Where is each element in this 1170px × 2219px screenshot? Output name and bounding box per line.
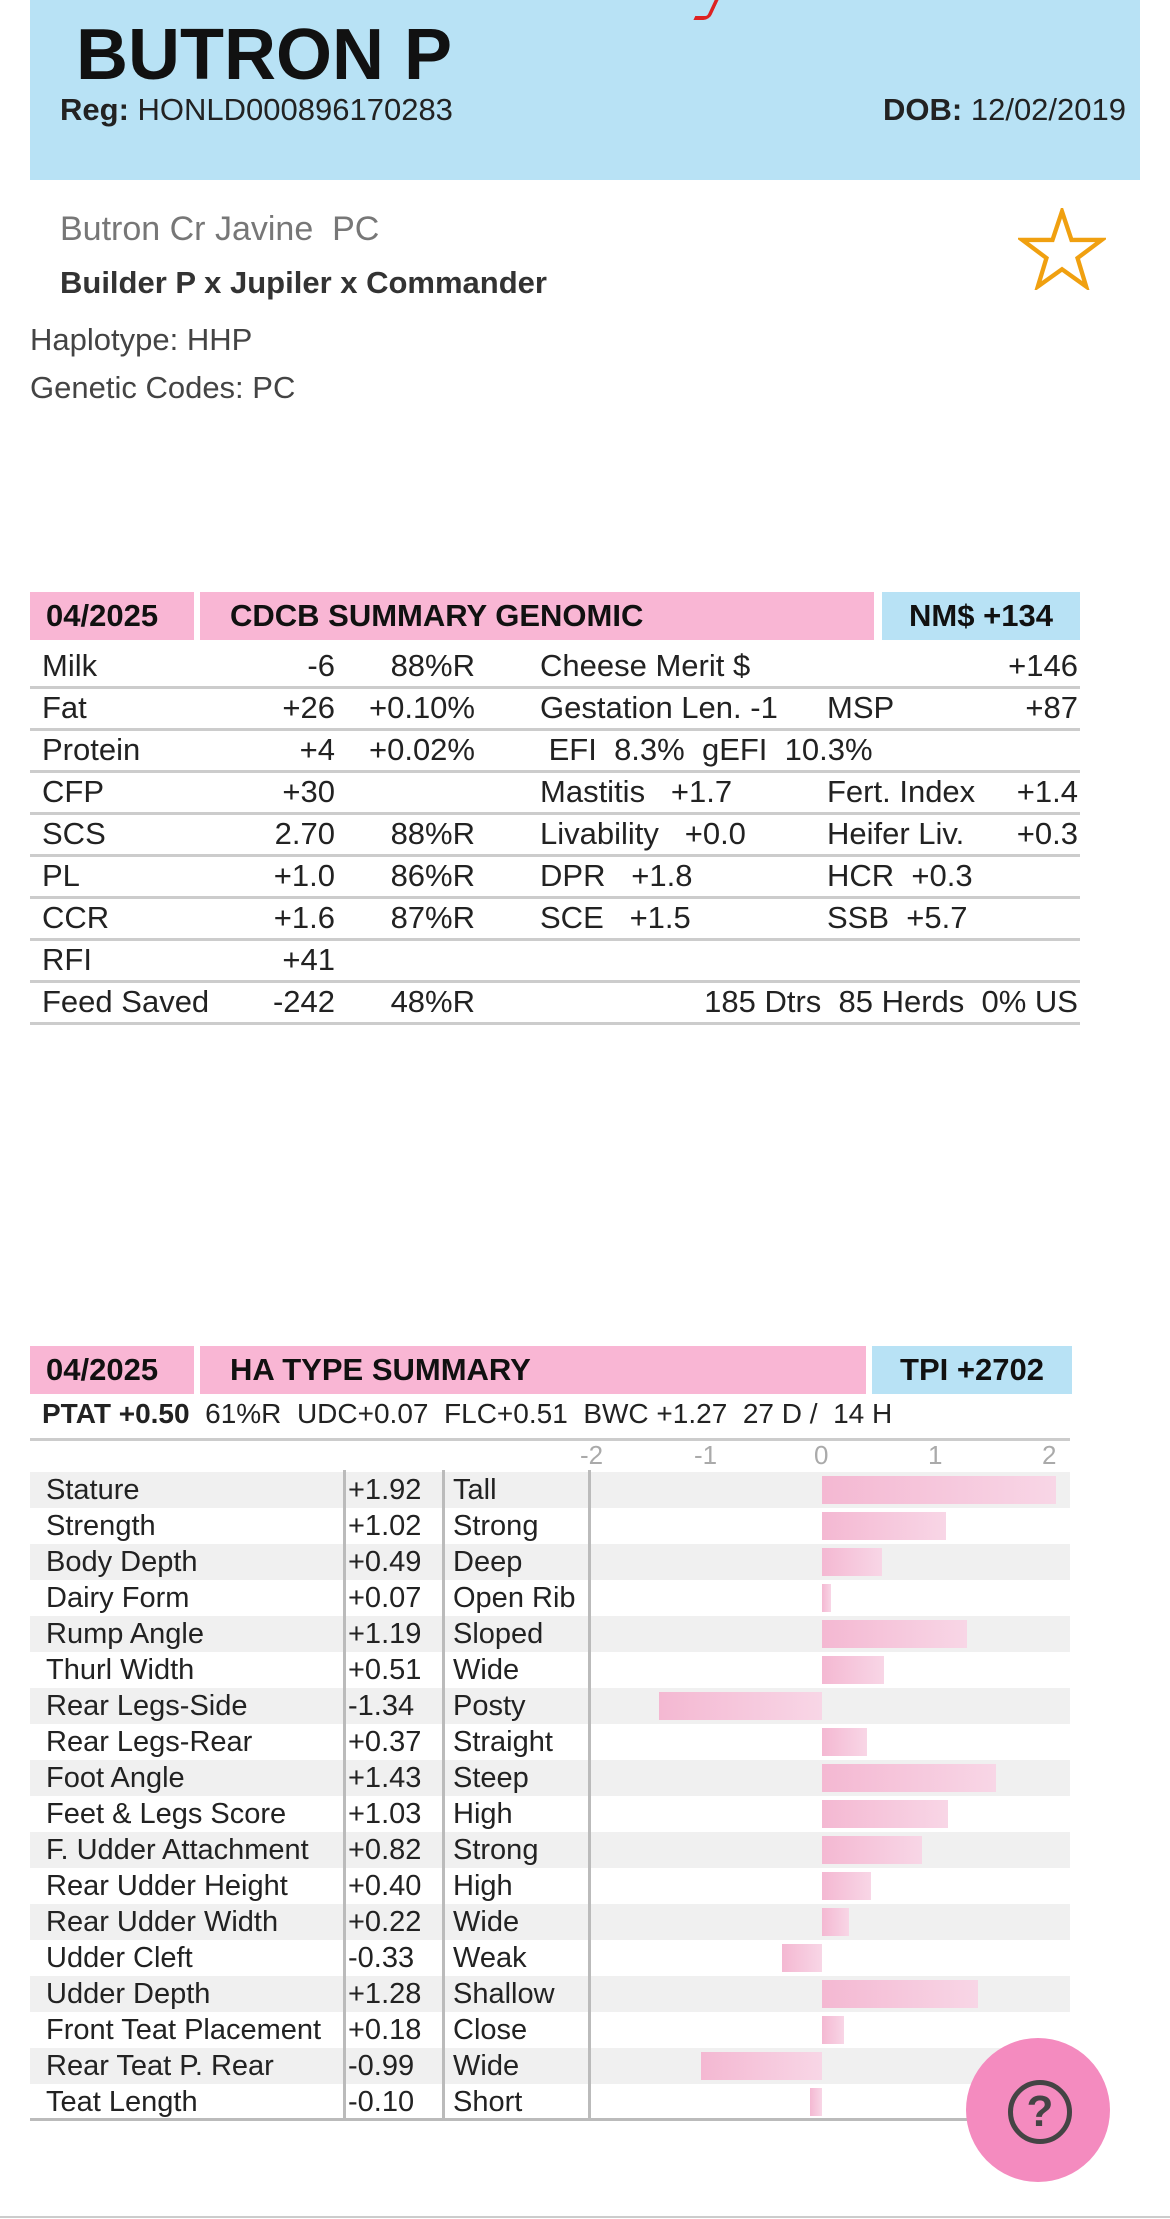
type-trait-name: Foot Angle [46,1762,185,1794]
ptat-summary [42,1398,892,1430]
cdcb-row [30,982,1080,1025]
tpi-index: TPI +2702 [872,1346,1072,1394]
cdcb-trait: Fat [42,690,87,725]
type-trait-descriptor: Posty [453,1690,526,1722]
animal-name: BUTRON P [76,15,452,95]
star-outline-icon[interactable] [1018,208,1106,290]
cdcb-value: -6 [307,648,335,683]
cdcb-trait: CFP [42,774,104,809]
cdcb-right-value: +1.4 [1016,774,1078,809]
type-trait-value: +1.03 [348,1798,422,1830]
cdcb-trait: CCR [42,900,110,935]
type-trait-descriptor: Shallow [453,1978,555,2010]
cdcb-row [30,772,1080,815]
dob-value: 12/02/2019 [970,92,1126,127]
type-trait-name: Teat Length [46,2086,198,2118]
type-score-bar [822,1512,946,1540]
reg-number: HONLD000896170283 [137,92,453,127]
genetic-codes: Genetic Codes: PC [30,370,296,405]
type-trait-descriptor: Strong [453,1834,539,1866]
type-score-bar [822,1656,884,1684]
type-trait-name: Front Teat Placement [46,2014,322,2046]
type-score-bar [822,1980,978,2008]
cdcb-right-value: +87 [1025,690,1078,725]
type-trait-value: -0.99 [348,2050,415,2082]
cdcb-right-value: 185 Dtrs 85 Herds 0% US [704,984,1078,1019]
axis-tick-label: -1 [694,1440,718,1470]
cdcb-reliability: +0.10% [368,690,475,725]
cdcb-reliability: 88%R [390,648,475,683]
type-trait-row [30,1904,1070,1940]
cdcb-right-label: HCR +0.3 [827,858,973,893]
divider [343,1470,346,2118]
type-score-bar [822,1800,948,1828]
type-trait-row [30,1616,1070,1652]
cdcb-right-label: MSP [827,690,895,725]
cdcb-reliability: 87%R [390,900,475,935]
cdcb-value: +26 [282,690,335,725]
reg-label: Reg: [60,92,129,127]
axis-tick-label: 1 [928,1440,943,1470]
cdcb-right-value: +146 [1008,648,1078,683]
type-score-bar [822,1620,967,1648]
cdcb-reliability: 86%R [390,858,475,893]
type-trait-row [30,2084,1070,2120]
type-trait-name: Udder Cleft [46,1942,193,1974]
type-date: 04/2025 [30,1346,194,1394]
type-trait-row [30,1688,1070,1724]
cdcb-title: CDCB SUMMARY GENOMIC [200,592,874,640]
type-score-bar [810,2088,822,2116]
cdcb-row [30,646,1080,689]
animal-alias: Butron Cr Javine PC [60,210,380,248]
haplotype: Haplotype: HHP [30,322,253,357]
type-trait-value: +1.02 [348,1510,422,1542]
cdcb-right-label: Heifer Liv. [827,816,965,851]
type-trait-descriptor: Short [453,2086,523,2118]
type-trait-descriptor: Deep [453,1546,523,1578]
date-of-birth [883,92,1126,128]
type-trait-row [30,1796,1070,1832]
type-trait-descriptor: Tall [453,1474,497,1506]
cdcb-secondary: SCE +1.5 [540,900,691,935]
type-trait-value: +0.07 [348,1582,422,1614]
type-trait-value: -0.33 [348,1942,415,1974]
cdcb-secondary: Mastitis +1.7 [540,774,733,809]
type-trait-value: +0.82 [348,1834,422,1866]
pen-mark [693,0,718,20]
cdcb-reliability: 48%R [390,984,475,1019]
type-score-bar [701,2052,822,2080]
cdcb-value: +1.0 [273,858,335,893]
type-trait-row [30,1832,1070,1868]
type-score-bar [822,1728,867,1756]
type-trait-value: -0.10 [348,2086,415,2118]
axis-tick-label: 2 [1042,1440,1057,1470]
type-trait-name: Strength [46,1510,156,1542]
cdcb-right-label: SSB +5.7 [827,900,968,935]
divider [442,1470,445,2118]
type-trait-name: Stature [46,1474,140,1506]
type-trait-value: +1.43 [348,1762,422,1794]
type-score-bar [822,1584,831,1612]
type-trait-row [30,1652,1070,1688]
type-trait-row [30,1760,1070,1796]
type-title: HA TYPE SUMMARY [200,1346,866,1394]
cdcb-row [30,856,1080,899]
type-trait-name: Rear Udder Height [46,1870,288,1902]
cdcb-secondary: Cheese Merit $ [540,648,751,683]
type-trait-value: +1.92 [348,1474,422,1506]
cdcb-secondary: DPR +1.8 [540,858,693,893]
type-trait-name: Feet & Legs Score [46,1798,287,1830]
type-trait-row [30,1472,1070,1508]
type-trait-name: Rear Teat P. Rear [46,2050,274,2082]
cdcb-value: +4 [299,732,335,767]
type-trait-name: Rear Legs-Side [46,1690,248,1722]
type-trait-name: F. Udder Attachment [46,1834,309,1866]
help-question-icon: ? [1008,2080,1072,2144]
type-trait-row [30,2012,1070,2048]
cdcb-trait: Protein [42,732,141,767]
type-trait-name: Dairy Form [46,1582,190,1614]
type-trait-row [30,1508,1070,1544]
animal-header [30,0,1140,180]
divider [30,2118,1070,2121]
cdcb-value: -242 [272,984,335,1019]
type-score-bar [822,1764,996,1792]
cdcb-row [30,814,1080,857]
type-trait-name: Thurl Width [46,1654,195,1686]
type-score-bar [822,1908,849,1936]
cdcb-reliability: +0.02% [368,732,475,767]
divider [30,1438,1070,1441]
cdcb-date: 04/2025 [30,592,194,640]
pedigree: Builder P x Jupiler x Commander [60,265,547,300]
axis-tick-label: -2 [580,1440,604,1470]
type-trait-row [30,1724,1070,1760]
cdcb-trait: RFI [42,942,92,977]
type-trait-name: Rear Udder Width [46,1906,279,1938]
type-trait-name: Rump Angle [46,1618,204,1650]
type-trait-row [30,1580,1070,1616]
type-trait-name: Body Depth [46,1546,198,1578]
type-score-bar [822,2016,844,2044]
type-trait-value: +0.49 [348,1546,422,1578]
divider [588,1470,591,2118]
cdcb-row [30,898,1080,941]
type-trait-row [30,1868,1070,1904]
type-trait-descriptor: Wide [453,1906,520,1938]
cdcb-right-label: Fert. Index [827,774,976,809]
type-trait-value: -1.34 [348,1690,415,1722]
dob-label: DOB: [883,92,963,127]
type-trait-value: +0.51 [348,1654,422,1686]
cdcb-row [30,688,1080,731]
type-trait-descriptor: High [453,1798,513,1830]
cdcb-secondary: Gestation Len. -1 [540,690,778,725]
type-trait-descriptor: Wide [453,2050,520,2082]
type-trait-descriptor: Sloped [453,1618,544,1650]
cdcb-trait: PL [42,858,80,893]
type-trait-descriptor: Steep [453,1762,529,1794]
type-trait-name: Rear Legs-Rear [46,1726,253,1758]
cdcb-trait: SCS [42,816,106,851]
type-trait-value: +0.22 [348,1906,422,1938]
cdcb-row [30,730,1080,773]
type-score-bar [782,1944,822,1972]
cdcb-value: +30 [282,774,335,809]
type-trait-descriptor: Strong [453,1510,539,1542]
ptat-label: PTAT +0.50 [42,1398,190,1429]
type-trait-name: Udder Depth [46,1978,211,2010]
type-trait-row [30,1544,1070,1580]
cdcb-value: +41 [282,942,335,977]
type-trait-row [30,2048,1070,2084]
type-trait-descriptor: Straight [453,1726,553,1758]
cdcb-row [30,940,1080,983]
type-trait-value: +0.37 [348,1726,422,1758]
type-trait-descriptor: High [453,1870,513,1902]
type-trait-value: +1.28 [348,1978,422,2010]
type-score-bar [822,1836,922,1864]
help-button[interactable] [966,2038,1110,2182]
type-trait-row [30,1940,1070,1976]
type-trait-value: +0.40 [348,1870,422,1902]
divider [0,2216,1170,2218]
type-score-bar [822,1476,1056,1504]
cdcb-right-value: +0.3 [1016,816,1078,851]
cdcb-value: +1.6 [273,900,335,935]
axis-tick-label: 0 [814,1440,829,1470]
cdcb-secondary: Livability +0.0 [540,816,746,851]
type-trait-descriptor: Open Rib [453,1582,576,1614]
ptat-details: 61%R UDC+0.07 FLC+0.51 BWC +1.27 27 D / 14 H [189,1398,893,1429]
type-trait-value: +0.18 [348,2014,422,2046]
registration [60,92,453,128]
type-score-bar [822,1548,882,1576]
type-trait-descriptor: Wide [453,1654,520,1686]
type-score-bar [659,1692,822,1720]
cdcb-trait: Milk [42,648,98,683]
type-trait-descriptor: Close [453,2014,528,2046]
type-trait-descriptor: Weak [453,1942,527,1974]
type-score-bar [822,1872,871,1900]
nm-index: NM$ +134 [882,592,1080,640]
type-trait-row [30,1976,1070,2012]
cdcb-secondary: EFI 8.3% gEFI 10.3% [540,732,873,767]
cdcb-trait: Feed Saved [42,984,210,1019]
cdcb-value: 2.70 [274,816,335,851]
type-trait-value: +1.19 [348,1618,422,1650]
cdcb-reliability: 88%R [390,816,475,851]
